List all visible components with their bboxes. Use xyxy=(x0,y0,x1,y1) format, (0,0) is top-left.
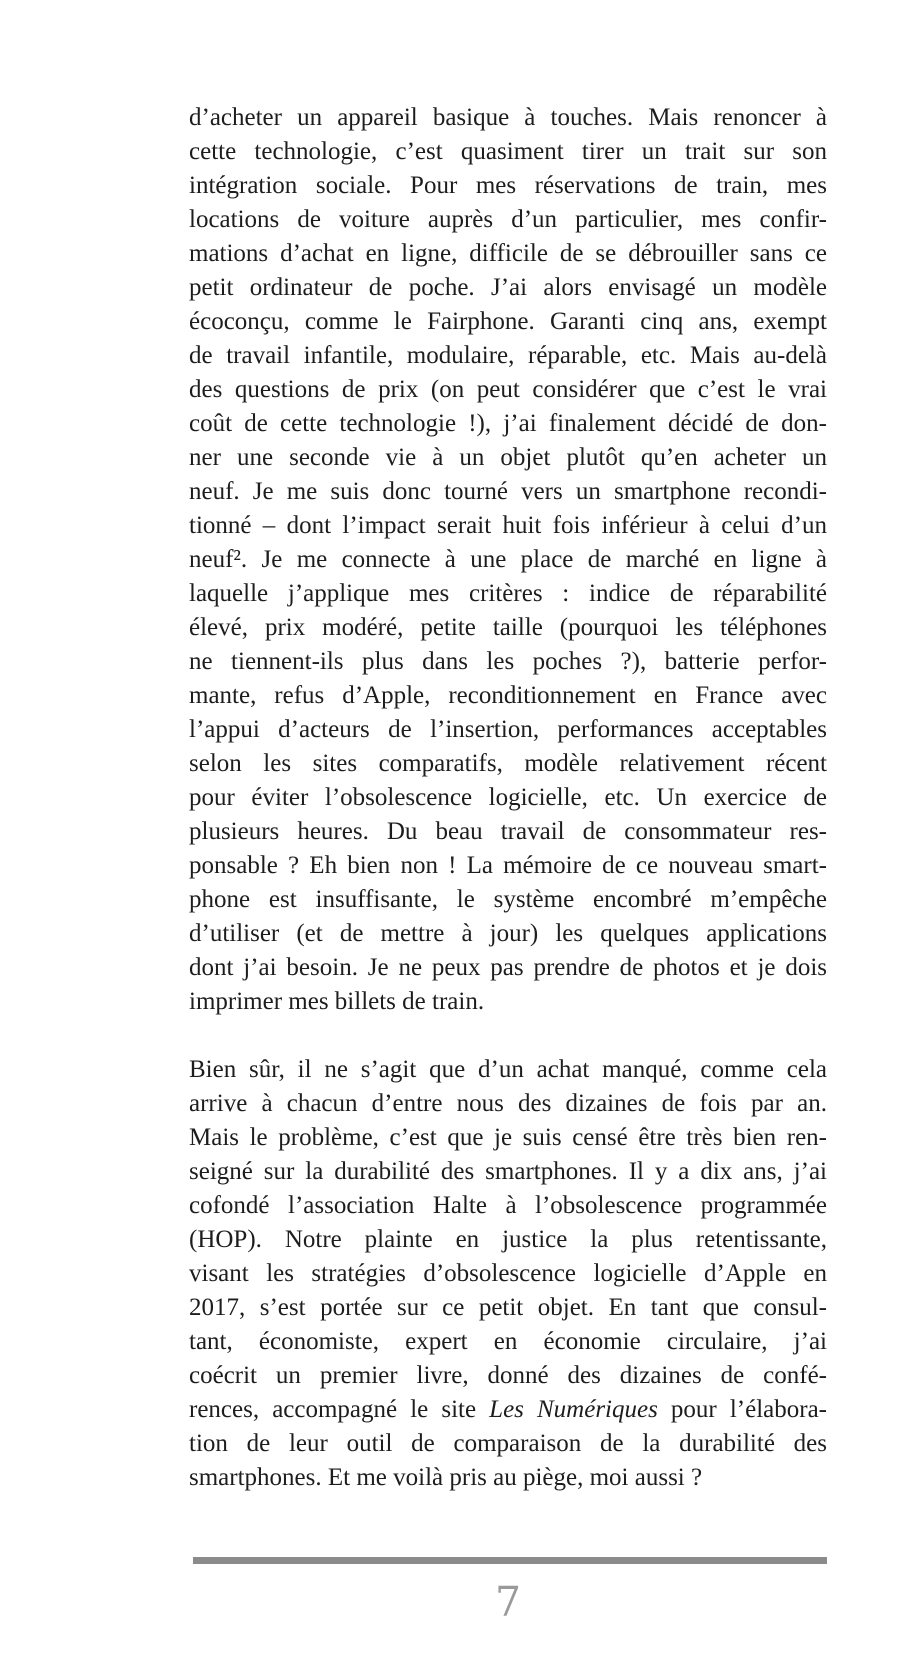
text-line: arrive à chacun d’entre nous des dizaines de fois par an. xyxy=(189,1090,827,1117)
text-line: tant, économiste, expert en économie circulaire, j’ai xyxy=(189,1328,827,1355)
text-line: d’acheter un appareil basique à touches. Mais renoncer à xyxy=(189,104,827,131)
text-line: ponsable ? Eh bien non ! La mémoire de ce nouveau smart- xyxy=(189,852,827,879)
text-line: élevé, prix modéré, petite taille (pourquoi les téléphones xyxy=(189,614,827,641)
text-line: coécrit un premier livre, donné des dizaines de confé- xyxy=(189,1362,827,1389)
text-line: ne tiennent-ils plus dans les poches ?), batterie perfor- xyxy=(189,648,827,675)
text-line: petit ordinateur de poche. J’ai alors envisagé un modèle xyxy=(189,274,827,301)
text-line: des questions de prix (on peut considérer que c’est le vrai xyxy=(189,376,827,403)
text-line: neuf. Je me suis donc tourné vers un smartphone recondi- xyxy=(189,478,827,505)
text-line: laquelle j’applique mes critères : indice de réparabilité xyxy=(189,580,827,607)
text-segment: pour l’élabora- xyxy=(657,1396,827,1423)
italic-site-name: Les Numériques xyxy=(489,1396,658,1423)
paragraph xyxy=(189,101,827,1019)
text-line: 2017, s’est portée sur ce petit objet. En tant que consul- xyxy=(189,1294,827,1321)
text-line: selon les sites comparatifs, modèle relativement récent xyxy=(189,750,827,777)
text-line: mations d’achat en ligne, difficile de se débrouiller sans ce xyxy=(189,240,827,267)
text-line: neuf². Je me connecte à une place de marché en ligne à xyxy=(189,546,827,573)
text-line xyxy=(189,1393,827,1427)
footer-rule-divider xyxy=(193,1557,827,1564)
text-line: Bien sûr, il ne s’agit que d’un achat manqué, comme cela xyxy=(189,1056,827,1083)
text-line: écoconçu, comme le Fairphone. Garanti cinq ans, exempt xyxy=(189,308,827,335)
text-line: coût de cette technologie !), j’ai finalement décidé de don- xyxy=(189,410,827,437)
text-line: imprimer mes billets de train. xyxy=(189,988,485,1015)
text-line: pour éviter l’obsolescence logicielle, etc. Un exercice de xyxy=(189,784,827,811)
text-line: smartphones. Et me voilà pris au piège, moi aussi ? xyxy=(189,1464,703,1491)
text-line: phone est insuffisante, le système encombré m’empêche xyxy=(189,886,827,913)
text-line: de travail infantile, modulaire, réparable, etc. Mais au-delà xyxy=(189,342,827,369)
page-number: 7 xyxy=(494,1578,522,1626)
text-line: tionné – dont l’impact serait huit fois inférieur à celui d’un xyxy=(189,512,827,539)
text-line: l’appui d’acteurs de l’insertion, performances acceptables xyxy=(189,716,827,743)
text-line: visant les stratégies d’obsolescence logicielle d’Apple en xyxy=(189,1260,827,1287)
text-block xyxy=(189,101,827,1495)
text-line: seigné sur la durabilité des smartphones. Il y a dix ans, j’ai xyxy=(189,1158,827,1185)
text-line: dont j’ai besoin. Je ne peux pas prendre de photos et je dois xyxy=(189,954,827,981)
text-line: plusieurs heures. Du beau travail de consommateur res- xyxy=(189,818,827,845)
paragraph xyxy=(189,1053,827,1495)
text-line: cette technologie, c’est quasiment tirer un trait sur son xyxy=(189,138,827,165)
text-line: d’utiliser (et de mettre à jour) les quelques applications xyxy=(189,920,827,947)
text-line: (HOP). Notre plainte en justice la plus retentissante, xyxy=(189,1226,827,1253)
text-line: locations de voiture auprès d’un particulier, mes confir- xyxy=(189,206,827,233)
text-line: ner une seconde vie à un objet plutôt qu’en acheter un xyxy=(189,444,827,471)
text-line: mante, refus d’Apple, reconditionnement en France avec xyxy=(189,682,827,709)
text-line: tion de leur outil de comparaison de la durabilité des xyxy=(189,1430,827,1457)
text-line: Mais le problème, c’est que je suis censé être très bien ren- xyxy=(189,1124,827,1151)
text-line: intégration sociale. Pour mes réservations de train, mes xyxy=(189,172,827,199)
text-line: cofondé l’association Halte à l’obsolescence programmée xyxy=(189,1192,827,1219)
text-segment: rences, accompagné le site xyxy=(189,1396,490,1423)
